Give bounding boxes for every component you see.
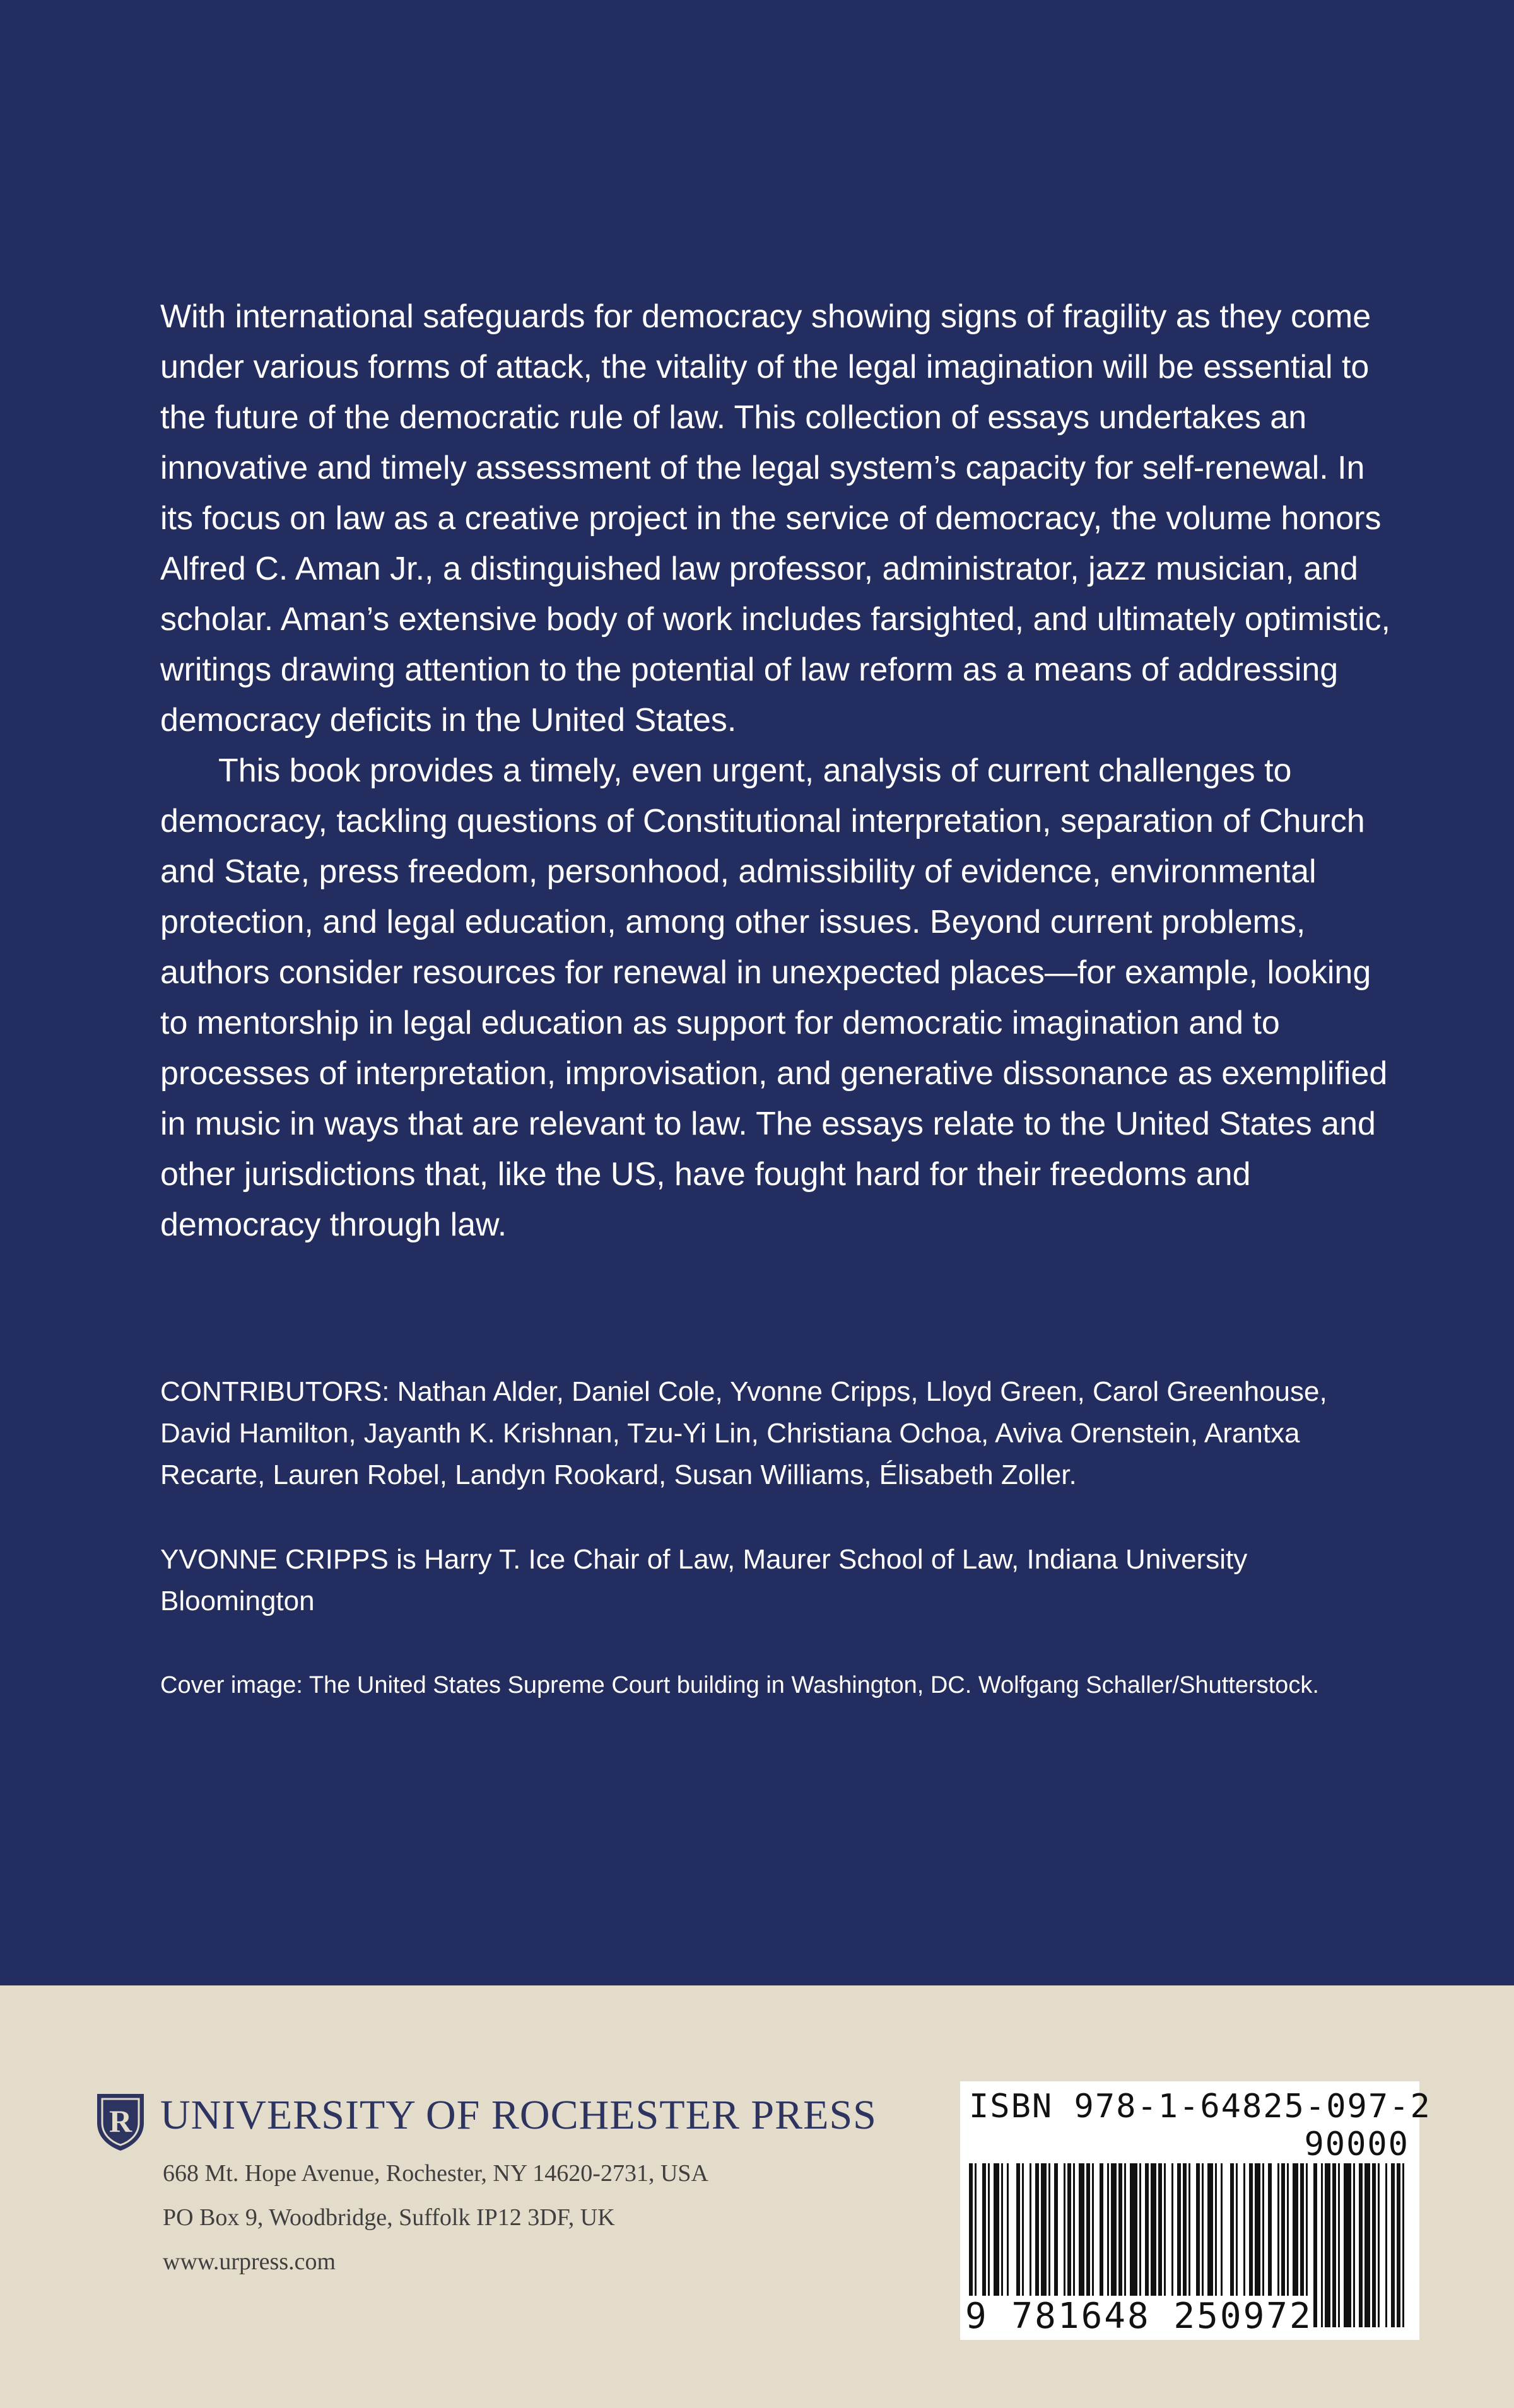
publisher-name: UNIVERSITY OF ROCHESTER PRESS bbox=[160, 2092, 877, 2138]
description-paragraph-2: This book provides a timely, even urgent, analysis of current challenges to democracy, tackling questions of Constitutional interpretation, separation of Church and State, press freedom, personhood, admissibility of evidence, environmental protection, and legal education, among other issues. Beyond current problems, authors consider resources for renewal in unexpected places—for example, looking to mentorship in legal education as support for democratic imagination and to processes of interpretation, improvisation, and generative dissonance as exemplified in music in ways that are relevant to law. The essays relate to the United States and other jurisdictions that, like the US, have fought hard for their freedoms and democracy through law. bbox=[160, 752, 1388, 1243]
barcode-bar bbox=[1353, 2163, 1355, 2327]
isbn-barcode bbox=[960, 2081, 1431, 2340]
barcode-bar bbox=[1313, 2163, 1317, 2327]
ean-digits: 9 781648 250972 bbox=[965, 2296, 1313, 2337]
barcode-bar bbox=[1338, 2163, 1340, 2327]
cover-image-credit: Cover image: The United States Supreme Court building in Washington, DC. Wolfgang Schaller/Shutterstock. bbox=[160, 1672, 1319, 1698]
barcode-bar bbox=[1332, 2163, 1336, 2327]
barcode-bar bbox=[1402, 2163, 1404, 2327]
book-description bbox=[160, 291, 1397, 1250]
description-paragraph-1: With international safeguards for democracy showing signs of fragility as they come under various forms of attack, the vitality of the legal imagination will be essential to the future of the democratic rule of law. This collection of essays undertakes an innovative and timely assessment of the legal system’s capacity for self-renewal. In its focus on law as a creative project in the service of democracy, the volume honors Alfred C. Aman Jr., a distinguished law professor, administrator, jazz musician, and scholar. Aman’s extensive body of work includes farsighted, and ultimately optimistic, writings drawing attention to the potential of law reform as a means of addressing democracy deficits in the United States. bbox=[160, 298, 1390, 739]
barcode-bar bbox=[1364, 2163, 1370, 2327]
price-code: 90000 bbox=[1304, 2125, 1409, 2163]
editor-bio: YVONNE CRIPPS is Harry T. Ice Chair of Law, Maurer School of Law, Indiana University Bloomington bbox=[160, 1544, 1248, 1616]
publisher-address-uk: PO Box 9, Woodbridge, Suffolk IP12 3DF, UK bbox=[163, 2204, 615, 2231]
barcode-bar bbox=[1372, 2163, 1376, 2327]
barcode-bar bbox=[1378, 2163, 1380, 2327]
barcode-bar bbox=[1397, 2163, 1400, 2327]
barcode-bar bbox=[1359, 2163, 1363, 2327]
contributors-list: CONTRIBUTORS: Nathan Alder, Daniel Cole, Yvonne Cripps, Lloyd Green, Carol Greenhouse, David Hamilton, Jayanth K. Krishnan, Tzu-Yi Lin, Christiana Ochoa, Aviva Orenstein, Arantxa Recarte, Lauren Robel, Landyn Rookard, Susan Williams, Élisabeth Zoller. bbox=[160, 1376, 1327, 1490]
barcode-bar bbox=[1344, 2163, 1351, 2327]
barcode-bar bbox=[1391, 2163, 1395, 2327]
publisher-address-us: 668 Mt. Hope Avenue, Rochester, NY 14620-2731, USA bbox=[163, 2160, 708, 2187]
barcode-bar bbox=[1325, 2163, 1330, 2327]
publisher-website: www.urpress.com bbox=[163, 2248, 336, 2275]
publisher-shield-logo bbox=[92, 2090, 149, 2153]
barcode-bar bbox=[1321, 2163, 1323, 2327]
barcode-bar bbox=[1385, 2163, 1387, 2327]
isbn-number: ISBN 978-1-64825-097-2 bbox=[969, 2088, 1431, 2125]
logo-letter: R bbox=[109, 2103, 132, 2139]
